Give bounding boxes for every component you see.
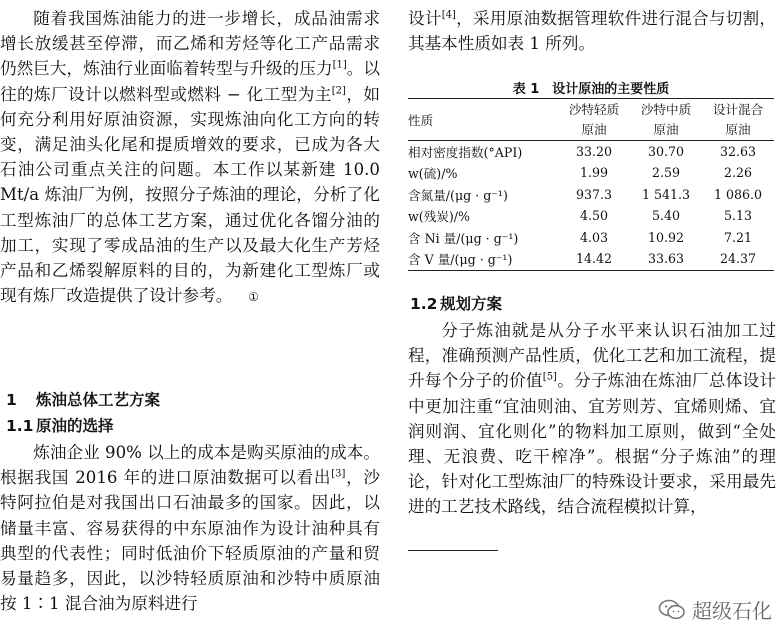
row-medium: 30.70 bbox=[647, 143, 685, 159]
citation-3: [3] bbox=[331, 468, 346, 480]
row-property: w(残炭)/% bbox=[408, 209, 471, 225]
row-blend: 2.26 bbox=[723, 165, 753, 181]
crude-selection-paragraph: 炼油企业 90% 以上的成本是购买原油的成本。根据我国 2016 年的进口原油数据可以看出[3]，沙特阿拉伯是对我国出口石油最多的国家。因此，以储量丰富、容易获得的中东原油作为设计油种具有典型的代表性；同时低油价下轻质原油的产量和贸易量趋多，因此，以沙特轻质原油和沙特中质原油按 1∶1 混合油为原料进行 bbox=[0, 443, 380, 614]
table-row bbox=[408, 227, 774, 249]
table-row bbox=[408, 248, 774, 270]
header-property: 性质 bbox=[408, 99, 558, 141]
row-light: 33.20 bbox=[575, 143, 613, 159]
row-blend: 7.21 bbox=[723, 229, 753, 245]
row-property: 含氮量/(μg · g⁻¹) bbox=[408, 187, 508, 203]
row-property: 含 V 量/(μg · g⁻¹) bbox=[408, 252, 513, 268]
table-row bbox=[408, 140, 774, 162]
table-row bbox=[408, 205, 774, 227]
row-property: w(硫)/% bbox=[408, 166, 458, 182]
intro-paragraph: 随着我国炼油能力的进一步增长，成品油需求增长放缓甚至停滞，而乙烯和芳烃等化工产品需求仍然巨大，炼油行业面临着转型与升级的压力[1]。以往的炼厂设计以燃料型或燃料 − 化工型为主[2]，如何充分利用好原油资源，实现炼油向化工方向的转变，满足油头化尾和提质增效的要求，已成为各大石油公司重点关注的问题。本工作以某新建 10.0 Mt/a 炼油厂为例，按照分子炼油的理论，分析了化工型炼油厂的总体工艺方案，通过优化各馏分油的加工，实现了零成品油的生产以及最大化生产芳烃产品和乙烯裂解原料的目的，为新建化工型炼厂或现有炼厂改造提供了设计参考。 ① bbox=[0, 9, 381, 306]
row-light: 4.03 bbox=[579, 229, 609, 245]
table-row bbox=[408, 162, 774, 184]
row-blend: 5.13 bbox=[723, 208, 753, 224]
row-blend: 1 086.0 bbox=[713, 186, 763, 202]
footnote-separator bbox=[408, 550, 498, 551]
row-medium: 5.40 bbox=[651, 208, 681, 224]
row-light: 4.50 bbox=[579, 208, 609, 224]
row-light: 937.3 bbox=[575, 186, 613, 202]
row-property: 含 Ni 量/(μg · g⁻¹) bbox=[408, 230, 519, 246]
continuation-paragraph: 设计[4]，采用原油数据管理软件进行混合与切割，其基本性质如表 1 所列。 bbox=[408, 9, 777, 54]
table-header-row bbox=[408, 99, 774, 119]
row-property: 相对密度指数(°API) bbox=[408, 144, 523, 160]
section-1-2-heading: 1.2 规划方案 bbox=[410, 295, 503, 313]
header-light-1: 沙特轻质 bbox=[568, 102, 620, 117]
row-blend: 24.37 bbox=[719, 251, 757, 267]
planning-paragraph: 分子炼油就是从分子水平来认识石油加工过程，准确预测产品性质，优化工艺和加工流程，提升每个分子的价值[5]。分子炼油在炼油厂总体设计中更加注重“宜油则油、宜芳则芳、宜烯则烯、宜润则润、宜化则化”的物料加工原则，做到“全处理、无浪费、吃干榨净”。根据“分子炼油”的理论，针对化工型炼油厂的特殊设计要求，采用最先进的工艺技术路线，结合流程模拟计算， bbox=[408, 321, 777, 517]
row-medium: 1 541.3 bbox=[641, 186, 691, 202]
header-blend-2: 原油 bbox=[702, 118, 774, 140]
header-medium-2: 原油 bbox=[630, 118, 702, 140]
row-light: 14.42 bbox=[575, 251, 613, 267]
watermark bbox=[658, 595, 772, 624]
citation-1: [1] bbox=[332, 59, 347, 71]
header-light-2: 原油 bbox=[558, 118, 630, 140]
table-title: 表 1 设计原油的主要性质 bbox=[512, 82, 670, 97]
citation-4: [4] bbox=[441, 9, 456, 21]
footnote-mark: ① bbox=[248, 290, 259, 305]
watermark-text: 超级石化 bbox=[692, 599, 772, 623]
row-blend: 32.63 bbox=[719, 143, 757, 159]
header-medium-1: 沙特中质 bbox=[640, 102, 692, 117]
row-light: 1.99 bbox=[579, 165, 609, 181]
wechat-icon bbox=[658, 599, 686, 621]
citation-5: [5] bbox=[542, 371, 557, 383]
citation-2: [2] bbox=[331, 85, 346, 97]
row-medium: 2.59 bbox=[651, 165, 681, 181]
table-row bbox=[408, 184, 774, 206]
crude-properties-table bbox=[408, 98, 774, 271]
section-1-1-heading: 1.1 原油的选择 bbox=[6, 417, 114, 435]
section-1-heading: 1 炼油总体工艺方案 bbox=[6, 391, 161, 409]
row-medium: 33.63 bbox=[647, 251, 685, 267]
row-medium: 10.92 bbox=[647, 229, 685, 245]
header-blend-1: 设计混合 bbox=[712, 102, 764, 117]
